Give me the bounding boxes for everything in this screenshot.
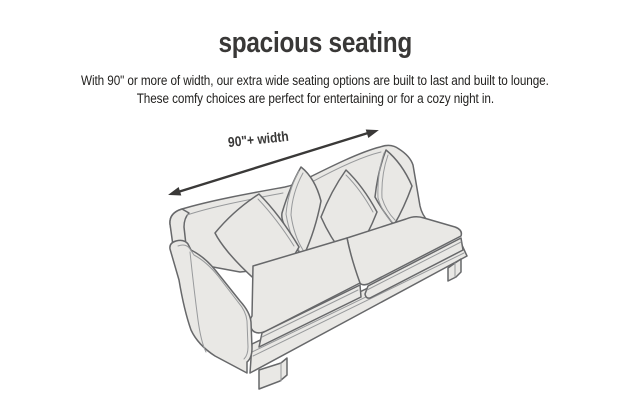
arrowhead-left [170,188,181,195]
description-line-1: With 90" or more of width, our extra wide seating options are built to last and built to lounge. [81,73,549,88]
width-dimension-label: 90"+ width [226,127,290,151]
description-line-2: These comfy choices are perfect for entertaining or for a cozy night in. [136,91,494,106]
page-title-text: spacious seating [218,27,412,59]
arrowhead-right [366,130,377,137]
